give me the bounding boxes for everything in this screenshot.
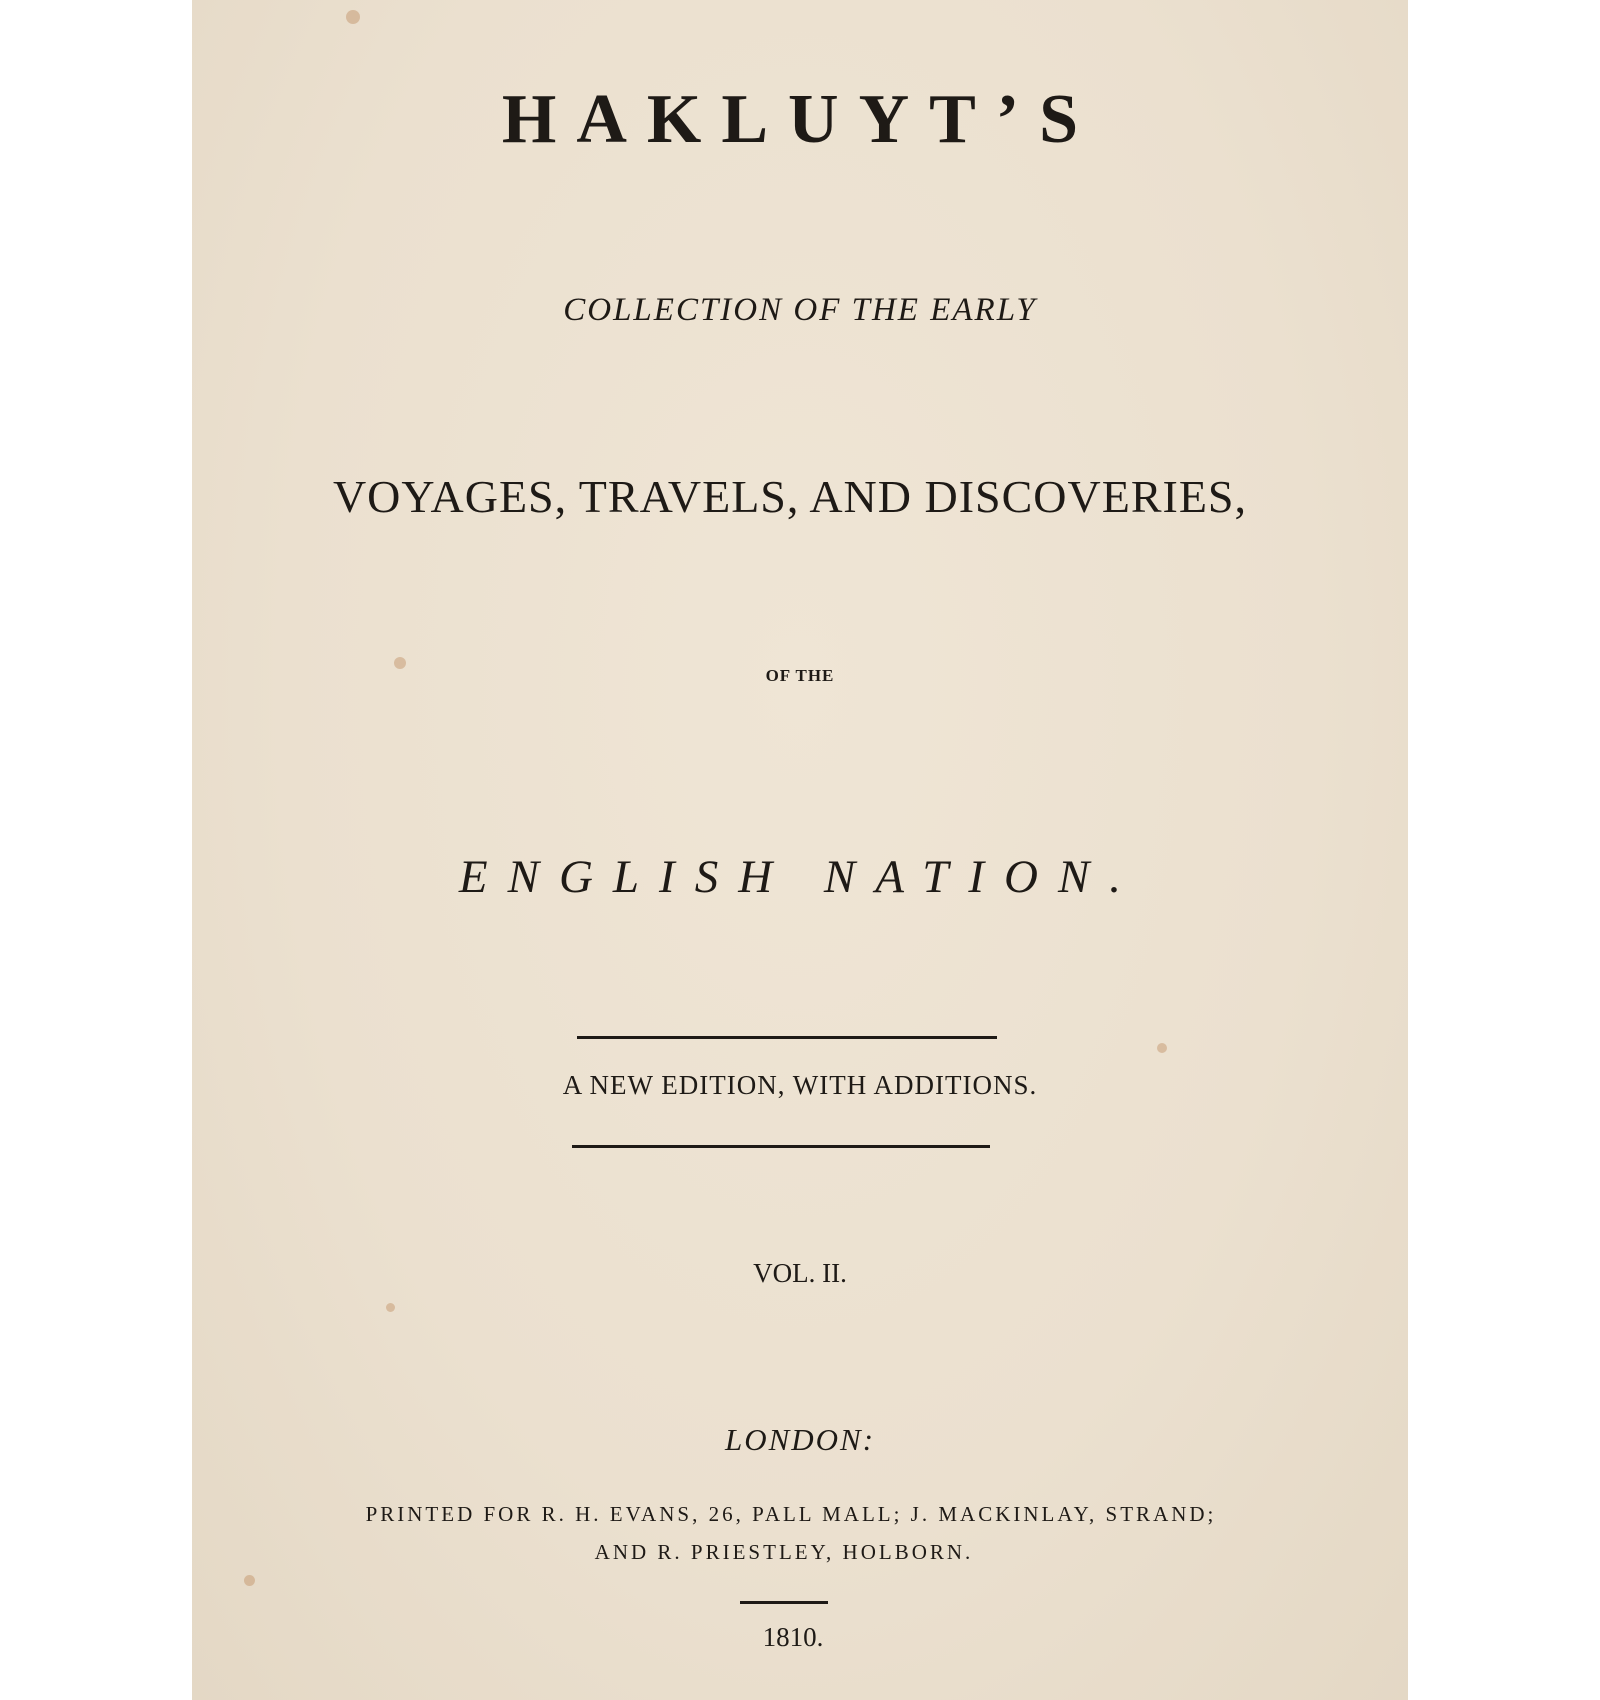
city-text: LONDON:: [724, 1422, 876, 1457]
edition-text: A NEW EDITION, WITH ADDITIONS.: [562, 1070, 1038, 1100]
foxing-spot: [386, 1303, 395, 1312]
divider-rule: [740, 1601, 828, 1604]
subtitle: COLLECTION OF THE EARLY: [563, 292, 1037, 328]
divider-rule: [577, 1036, 997, 1039]
nation-heading: ENGLISH NATION.: [458, 851, 1142, 903]
imprint-line-1: PRINTED FOR R. H. EVANS, 26, PALL MALL; J. MACKINLAY, STRAND;: [365, 1502, 1217, 1526]
of-the-text: OF THE: [765, 666, 835, 685]
title-page: [192, 0, 1408, 1700]
foxing-spot: [346, 10, 360, 24]
publication-year: 1810.: [762, 1622, 824, 1652]
foxing-spot: [1157, 1043, 1167, 1053]
bleed-through-text: [192, 235, 1408, 294]
main-heading: VOYAGES, TRAVELS, AND DISCOVERIES,: [332, 471, 1248, 522]
page-title: HAKLUYT’S: [501, 81, 1099, 158]
divider-rule: [572, 1145, 990, 1148]
imprint-line-2: AND R. PRIESTLEY, HOLBORN.: [594, 1540, 974, 1564]
foxing-spot: [244, 1575, 255, 1586]
volume-text: VOL. II.: [753, 1258, 847, 1288]
